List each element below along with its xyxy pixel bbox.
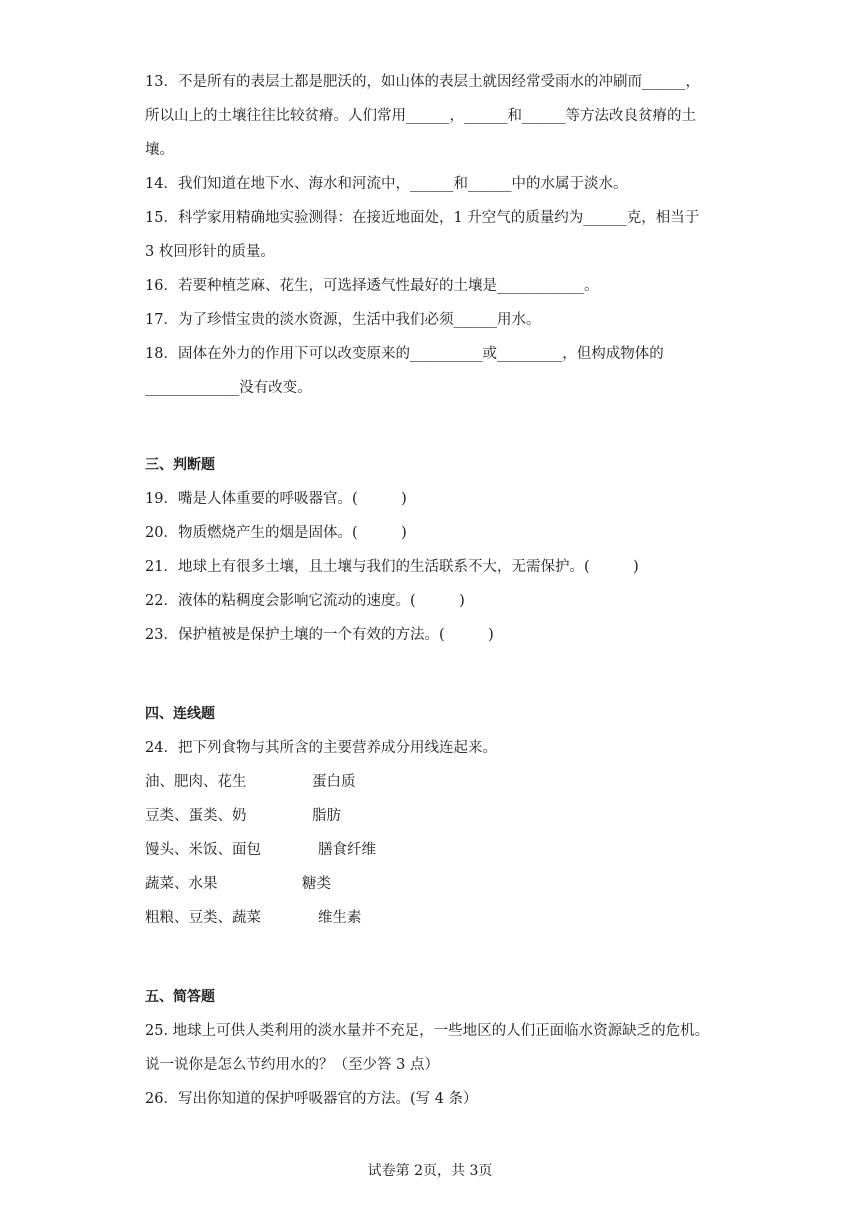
question-16: 16．若要种植芝麻、花生，可选择透气性最好的土壤是____________。 [145,278,599,294]
matching-nutrient-3: 膳食纤维 [318,842,376,858]
question-20: 20．物质燃烧产生的烟是固体。( ) [145,525,407,541]
question-18-line-1: 18．固体在外力的作用下可以改变原来的__________或_________，但构成物体的 [145,346,664,362]
question-26: 26．写出你知道的保护呼吸器官的方法。(写 4 条） [145,1091,478,1107]
section-4-heading: 四、连线题 [145,706,215,722]
question-19: 19．嘴是人体重要的呼吸器官。( ) [145,491,407,507]
question-15-line-2: 3 枚回形针的质量。 [145,244,275,260]
matching-food-4: 蔬菜、水果 [145,876,218,892]
page-footer: 试卷第 2页，共 3页 [367,1163,493,1179]
matching-nutrient-1: 蛋白质 [312,774,356,790]
matching-food-5: 粗粮、豆类、蔬菜 [145,910,261,926]
question-22: 22．液体的粘稠度会影响它流动的速度。( ) [145,593,465,609]
section-5-heading: 五、简答题 [145,989,215,1005]
question-13-line-2: 所以山上的土壤往往比较贫瘠。人们常用______，______和______等方法改良贫瘠的土 [145,108,696,124]
question-18-line-2: _____________没有改变。 [145,380,312,396]
question-25-line-2: 说一说你是怎么节约用水的？（至少答 3 点） [145,1057,439,1073]
question-21: 21．地球上有很多土壤，且土壤与我们的生活联系不大，无需保护。( ) [145,559,639,575]
question-24: 24．把下列食物与其所含的主要营养成分用线连起来。 [145,740,497,756]
matching-food-1: 油、肥肉、花生 [145,774,247,790]
section-3-heading: 三、判断题 [145,457,215,473]
matching-nutrient-5: 维生素 [318,910,362,926]
matching-nutrient-2: 脂肪 [312,808,341,824]
question-15-line-1: 15．科学家用精确地实验测得：在接近地面处，1 升空气的质量约为______克，相当于 [145,210,700,226]
matching-food-2: 豆类、蛋类、奶 [145,808,247,824]
question-14: 14．我们知道在地下水、海水和河流中，______和______中的水属于淡水。 [145,176,628,192]
question-23: 23．保护植被是保护土壤的一个有效的方法。( ) [145,627,494,643]
question-13-line-3: 壤。 [145,142,174,158]
question-13-line-1: 13．不是所有的表层土都是肥沃的，如山体的表层土就因经常受雨水的冲刷而______， [145,74,700,90]
question-25-line-1: 25. 地球上可供人类利用的淡水量并不充足，一些地区的人们正面临水资源缺乏的危机。 [145,1023,710,1039]
matching-nutrient-4: 糖类 [302,876,331,892]
matching-food-3: 馒头、米饭、面包 [145,842,261,858]
question-17: 17．为了珍惜宝贵的淡水资源，生活中我们必须______用水。 [145,312,541,328]
